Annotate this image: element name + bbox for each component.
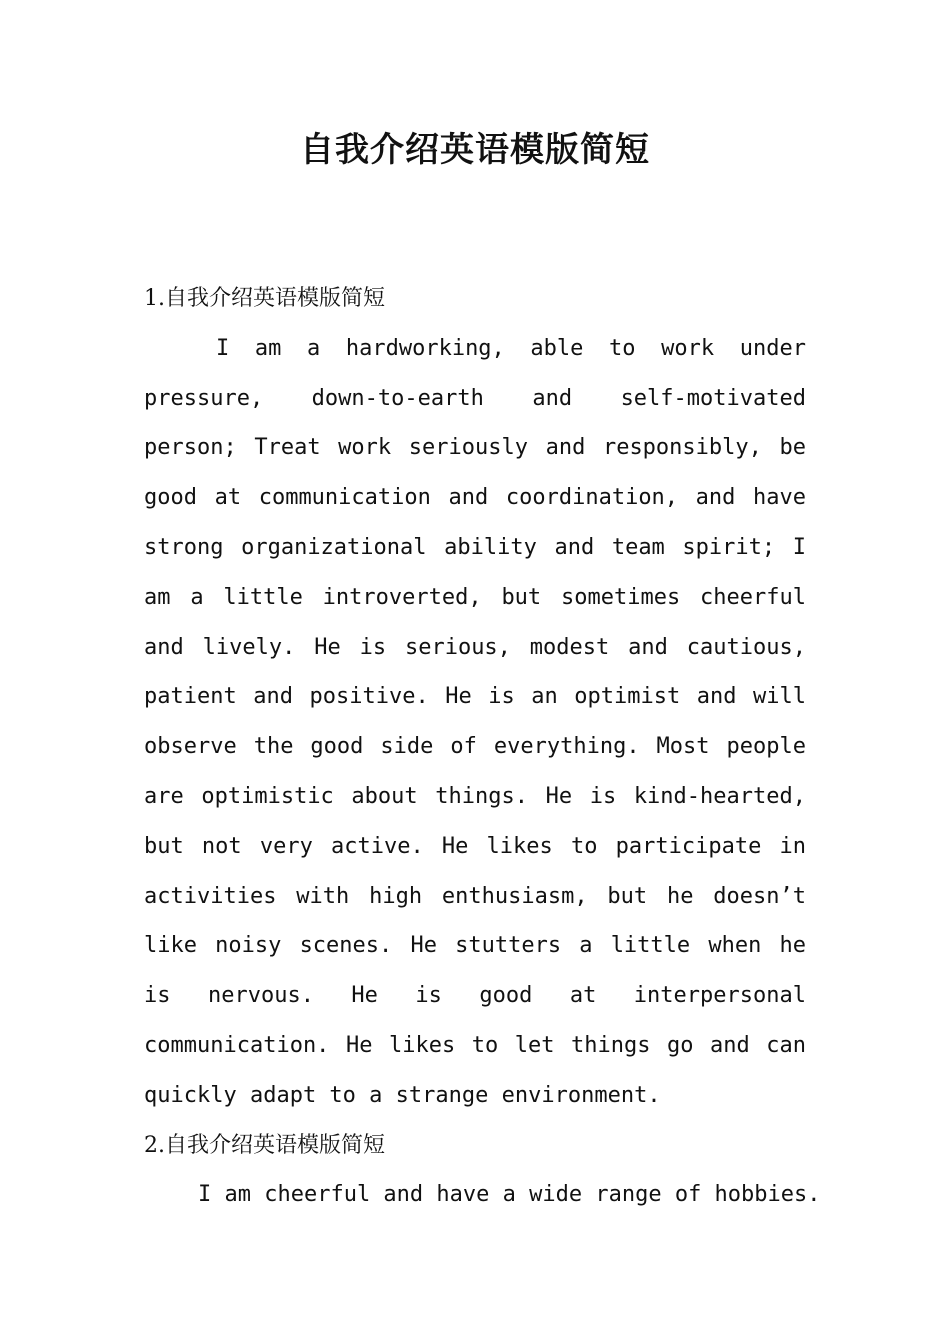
section-paragraph-1: I am a hardworking, able to work under pressure, down-to-earth and self-motivated person; Treat work seriously and responsibly, be good at communication and coordination, and have strong organizational ability and team spirit; I am a little introverted, but sometimes cheerful and lively. He is serious, modest and cautious, patient and positive. He is an optimist and will observe the good side of everything. Most people are optimistic about things. He is kind-hearted, but not very active. He likes to participate in activities with high enthusiasm, but he doesn’t like noisy scenes. He stutters a little when he is nervous. He is good at interpersonal communication. He likes to let things go and can quickly adapt to a strange environment. — [144, 335, 806, 1108]
document-content — [144, 274, 821, 1220]
section-heading-2: 2.自我介绍英语模版简短 — [144, 1132, 385, 1158]
document-title: 自我介绍英语模版简短 — [300, 130, 650, 170]
section-heading-1: 1.自我介绍英语模版简短 — [144, 286, 385, 311]
section-paragraph-2: I am cheerful and have a wide range of hobbies. — [198, 1182, 821, 1208]
